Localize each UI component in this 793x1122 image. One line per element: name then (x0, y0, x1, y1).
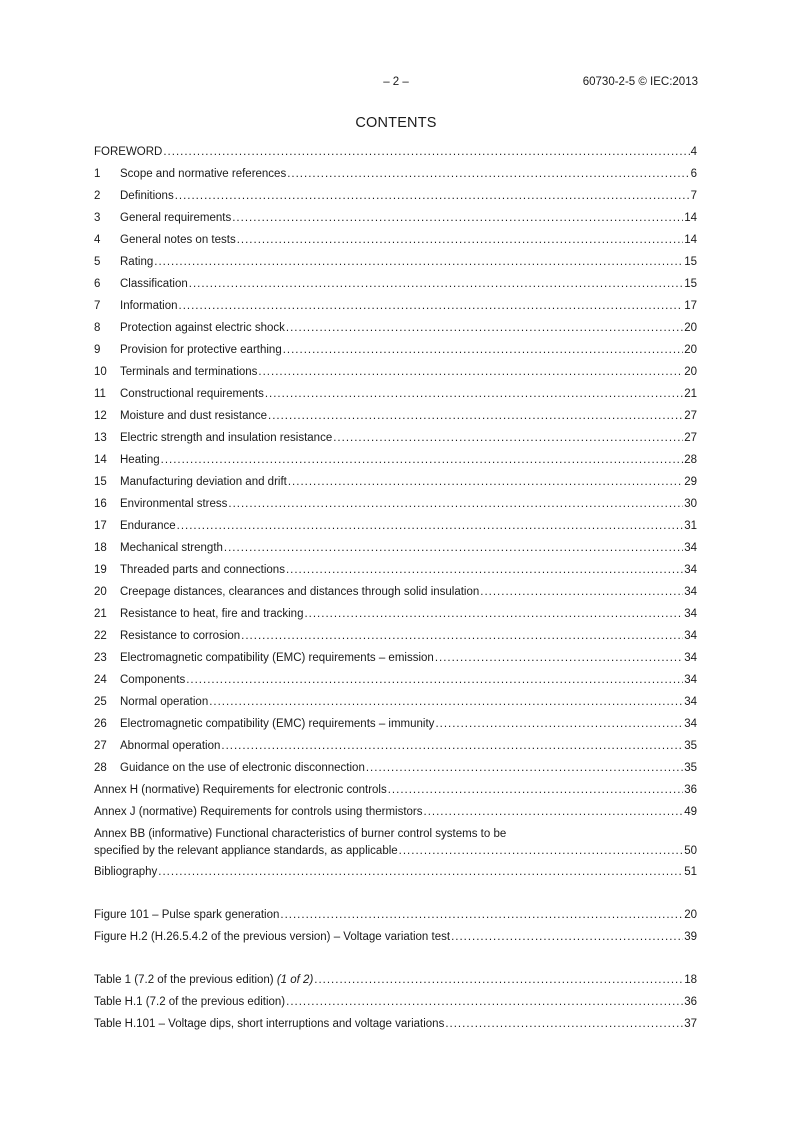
leader-dots (480, 585, 683, 599)
clause-number: 21 (94, 608, 107, 620)
toc-entry-clause[interactable] (94, 233, 697, 255)
clause-page: 31 (684, 520, 697, 532)
clause-page: 21 (684, 388, 697, 400)
section-gap (94, 952, 697, 973)
clause-number: 27 (94, 740, 107, 752)
clause-title: Guidance on the use of electronic disconnection (120, 762, 365, 774)
clause-number: 19 (94, 564, 107, 576)
clause-title: Electromagnetic compatibility (EMC) requirements – immunity (120, 718, 435, 730)
annex-title-line2: specified by the relevant appliance standards, as applicable (94, 845, 398, 857)
clause-page: 34 (684, 586, 697, 598)
toc-entry-clause[interactable] (94, 453, 697, 475)
toc-entry-clause[interactable] (94, 167, 697, 189)
toc-entry-clause[interactable] (94, 431, 697, 453)
toc-entry-clause[interactable] (94, 321, 697, 343)
clause-title: Mechanical strength (120, 542, 223, 554)
clause-list (94, 167, 697, 783)
annex-title: Annex J (normative) Requirements for controls using thermistors (94, 806, 423, 818)
table-title-text: Table 1 (7.2 of the previous edition) (94, 974, 277, 986)
leader-dots (388, 783, 683, 797)
toc-entry-clause[interactable] (94, 695, 697, 717)
clause-page: 29 (684, 476, 697, 488)
clause-page: 7 (690, 190, 697, 202)
clause-page: 34 (684, 630, 697, 642)
clause-number: 12 (94, 410, 107, 422)
clause-title: Resistance to heat, fire and tracking (120, 608, 304, 620)
leader-dots (304, 607, 683, 621)
toc-entry-clause[interactable] (94, 761, 697, 783)
page-header (94, 76, 698, 92)
clause-title: General requirements (120, 212, 232, 224)
leader-dots (451, 930, 683, 944)
clause-page: 15 (684, 278, 697, 290)
figure-title: Figure 101 – Pulse spark generation (94, 909, 280, 921)
clause-number: 9 (94, 344, 101, 356)
clause-page: 34 (684, 652, 697, 664)
annex-page: 36 (684, 784, 697, 796)
leader-dots (161, 453, 684, 467)
toc-entry-clause[interactable] (94, 475, 697, 497)
clause-title: Definitions (120, 190, 174, 202)
clause-number: 7 (94, 300, 101, 312)
leader-dots (435, 717, 683, 731)
toc-entry-annex-h[interactable] (94, 783, 697, 805)
leader-dots (399, 844, 684, 858)
leader-dots (237, 233, 683, 247)
clause-number: 16 (94, 498, 107, 510)
leader-dots (286, 995, 683, 1009)
clause-number: 17 (94, 520, 107, 532)
leader-dots (366, 761, 683, 775)
clause-title: Endurance (120, 520, 176, 532)
clause-title: Environmental stress (120, 498, 228, 510)
clause-title: Threaded parts and connections (120, 564, 285, 576)
toc-entry-page: 4 (690, 146, 697, 158)
clause-number: 20 (94, 586, 107, 598)
standard-reference: 60730-2-5 © IEC:2013 (582, 76, 698, 88)
clause-page: 35 (684, 740, 697, 752)
clause-page: 6 (690, 168, 697, 180)
clause-title: Components (120, 674, 186, 686)
clause-page: 14 (684, 234, 697, 246)
leader-dots (435, 651, 683, 665)
annex-title-line1: Annex BB (informative) Functional characteristics of burner control systems to be (94, 828, 507, 840)
leader-dots (333, 431, 683, 445)
annex-page: 49 (684, 806, 697, 818)
leader-dots (288, 475, 683, 489)
clause-title: Manufacturing deviation and drift (120, 476, 287, 488)
leader-dots (268, 409, 683, 423)
toc-list (94, 145, 697, 1039)
annex-title: Annex H (normative) Requirements for electronic controls (94, 784, 387, 796)
clause-number: 1 (94, 168, 101, 180)
leader-dots (221, 739, 683, 753)
clause-number: 18 (94, 542, 107, 554)
bibliography-title: Bibliography (94, 866, 158, 878)
leader-dots (209, 695, 683, 709)
toc-entry-table[interactable] (94, 1017, 697, 1039)
clause-title: Provision for protective earthing (120, 344, 282, 356)
clause-title: Electric strength and insulation resistance (120, 432, 333, 444)
clause-page: 20 (684, 366, 697, 378)
section-gap (94, 887, 697, 908)
toc-entry-table[interactable] (94, 973, 697, 995)
toc-entry-clause[interactable] (94, 541, 697, 563)
leader-dots (158, 865, 683, 879)
clause-title: Moisture and dust resistance (120, 410, 268, 422)
annex-page: 50 (684, 845, 697, 857)
clause-page: 15 (684, 256, 697, 268)
leader-dots (424, 805, 684, 819)
clause-number: 2 (94, 190, 101, 202)
toc-entry-clause[interactable] (94, 211, 697, 233)
toc-entry-annex-j[interactable] (94, 805, 697, 827)
leader-dots (283, 343, 683, 357)
clause-number: 10 (94, 366, 107, 378)
toc-entry-clause[interactable] (94, 673, 697, 695)
leader-dots (228, 497, 683, 511)
clause-title: Normal operation (120, 696, 209, 708)
leader-dots (224, 541, 683, 555)
clause-page: 28 (684, 454, 697, 466)
leader-dots (314, 973, 683, 987)
clause-title: Rating (120, 256, 154, 268)
leader-dots (286, 563, 683, 577)
table-title: Table H.101 – Voltage dips, short interruptions and voltage variations (94, 1018, 445, 1030)
toc-entry-figure[interactable] (94, 908, 697, 930)
clause-page: 34 (684, 608, 697, 620)
leader-dots (232, 211, 683, 225)
toc-entry-clause[interactable] (94, 343, 697, 365)
leader-dots (163, 145, 689, 159)
toc-entry-clause[interactable] (94, 299, 697, 321)
clause-page: 34 (684, 674, 697, 686)
clause-number: 22 (94, 630, 107, 642)
clause-page: 20 (684, 344, 697, 356)
clause-page: 34 (684, 718, 697, 730)
leader-dots (265, 387, 683, 401)
toc-entry-clause[interactable] (94, 519, 697, 541)
toc-entry-foreword[interactable] (94, 145, 697, 167)
toc-entry-clause[interactable] (94, 563, 697, 585)
clause-page: 34 (684, 696, 697, 708)
clause-number: 15 (94, 476, 107, 488)
table-title: Table H.1 (7.2 of the previous edition) (94, 996, 286, 1008)
leader-dots (280, 908, 683, 922)
clause-number: 8 (94, 322, 101, 334)
page-number: – 2 – (383, 76, 409, 88)
leader-dots (154, 255, 683, 269)
figure-title: Figure H.2 (H.26.5.4.2 of the previous version) – Voltage variation test (94, 931, 451, 943)
toc-entry-clause[interactable] (94, 255, 697, 277)
clause-number: 24 (94, 674, 107, 686)
clause-number: 23 (94, 652, 107, 664)
clause-number: 14 (94, 454, 107, 466)
toc-entry-clause[interactable] (94, 739, 697, 761)
figure-page: 39 (684, 931, 697, 943)
toc-entry-clause[interactable] (94, 717, 697, 739)
clause-number: 5 (94, 256, 101, 268)
leader-dots (186, 673, 683, 687)
table-title (94, 973, 313, 987)
toc-entry-clause[interactable] (94, 585, 697, 607)
clause-number: 11 (94, 388, 106, 400)
clause-page: 27 (684, 432, 697, 444)
clause-page: 34 (684, 542, 697, 554)
leader-dots (189, 277, 683, 291)
clause-title: Creepage distances, clearances and distances through solid insulation (120, 586, 480, 598)
clause-page: 14 (684, 212, 697, 224)
clause-page: 20 (684, 322, 697, 334)
toc-entry-clause[interactable] (94, 189, 697, 211)
leader-dots (445, 1017, 683, 1031)
clause-title: Resistance to corrosion (120, 630, 241, 642)
table-page: 37 (684, 1018, 697, 1030)
leader-dots (258, 365, 683, 379)
leader-dots (177, 519, 684, 533)
clause-number: 3 (94, 212, 101, 224)
leader-dots (286, 321, 683, 335)
clause-title: Protection against electric shock (120, 322, 285, 334)
leader-dots (179, 299, 684, 313)
clause-title: General notes on tests (120, 234, 236, 246)
clause-number: 6 (94, 278, 101, 290)
toc-entry-clause[interactable] (94, 629, 697, 651)
leader-dots (287, 167, 689, 181)
toc-entry-table[interactable] (94, 995, 697, 1017)
clause-number: 4 (94, 234, 101, 246)
clause-title: Heating (120, 454, 160, 466)
clause-title: Constructional requirements (120, 388, 264, 400)
toc-entry-clause[interactable] (94, 651, 697, 673)
clause-title: Information (120, 300, 178, 312)
toc-entry-clause[interactable] (94, 607, 697, 629)
clause-number: 28 (94, 762, 107, 774)
toc-entry-clause[interactable] (94, 387, 697, 409)
leader-dots (175, 189, 690, 203)
toc-entry-clause[interactable] (94, 365, 697, 387)
toc-entry-clause[interactable] (94, 277, 697, 299)
clause-page: 30 (684, 498, 697, 510)
clause-page: 27 (684, 410, 697, 422)
toc-entry-text: FOREWORD (94, 146, 163, 158)
toc-entry-figure[interactable] (94, 930, 697, 952)
annex-title-line2-row (94, 844, 697, 858)
clause-number: 25 (94, 696, 107, 708)
toc-entry-bibliography[interactable] (94, 865, 697, 887)
clause-title: Scope and normative references (120, 168, 287, 180)
clause-page: 17 (684, 300, 697, 312)
clause-title: Classification (120, 278, 188, 290)
leader-dots (241, 629, 683, 643)
clause-number: 13 (94, 432, 107, 444)
figure-page: 20 (684, 909, 697, 921)
toc-entry-clause[interactable] (94, 409, 697, 431)
clause-page: 34 (684, 564, 697, 576)
toc-entry-clause[interactable] (94, 497, 697, 519)
table-page: 18 (684, 974, 697, 986)
toc-entry-annex-bb[interactable] (94, 827, 697, 865)
clause-number: 26 (94, 718, 107, 730)
clause-title: Terminals and terminations (120, 366, 258, 378)
clause-title: Electromagnetic compatibility (EMC) requirements – emission (120, 652, 434, 664)
contents-title: CONTENTS (355, 115, 437, 131)
clause-page: 35 (684, 762, 697, 774)
table-title-part: (1 of 2) (276, 974, 314, 986)
clause-title: Abnormal operation (120, 740, 221, 752)
table-page: 36 (684, 996, 697, 1008)
bibliography-page: 51 (684, 866, 697, 878)
